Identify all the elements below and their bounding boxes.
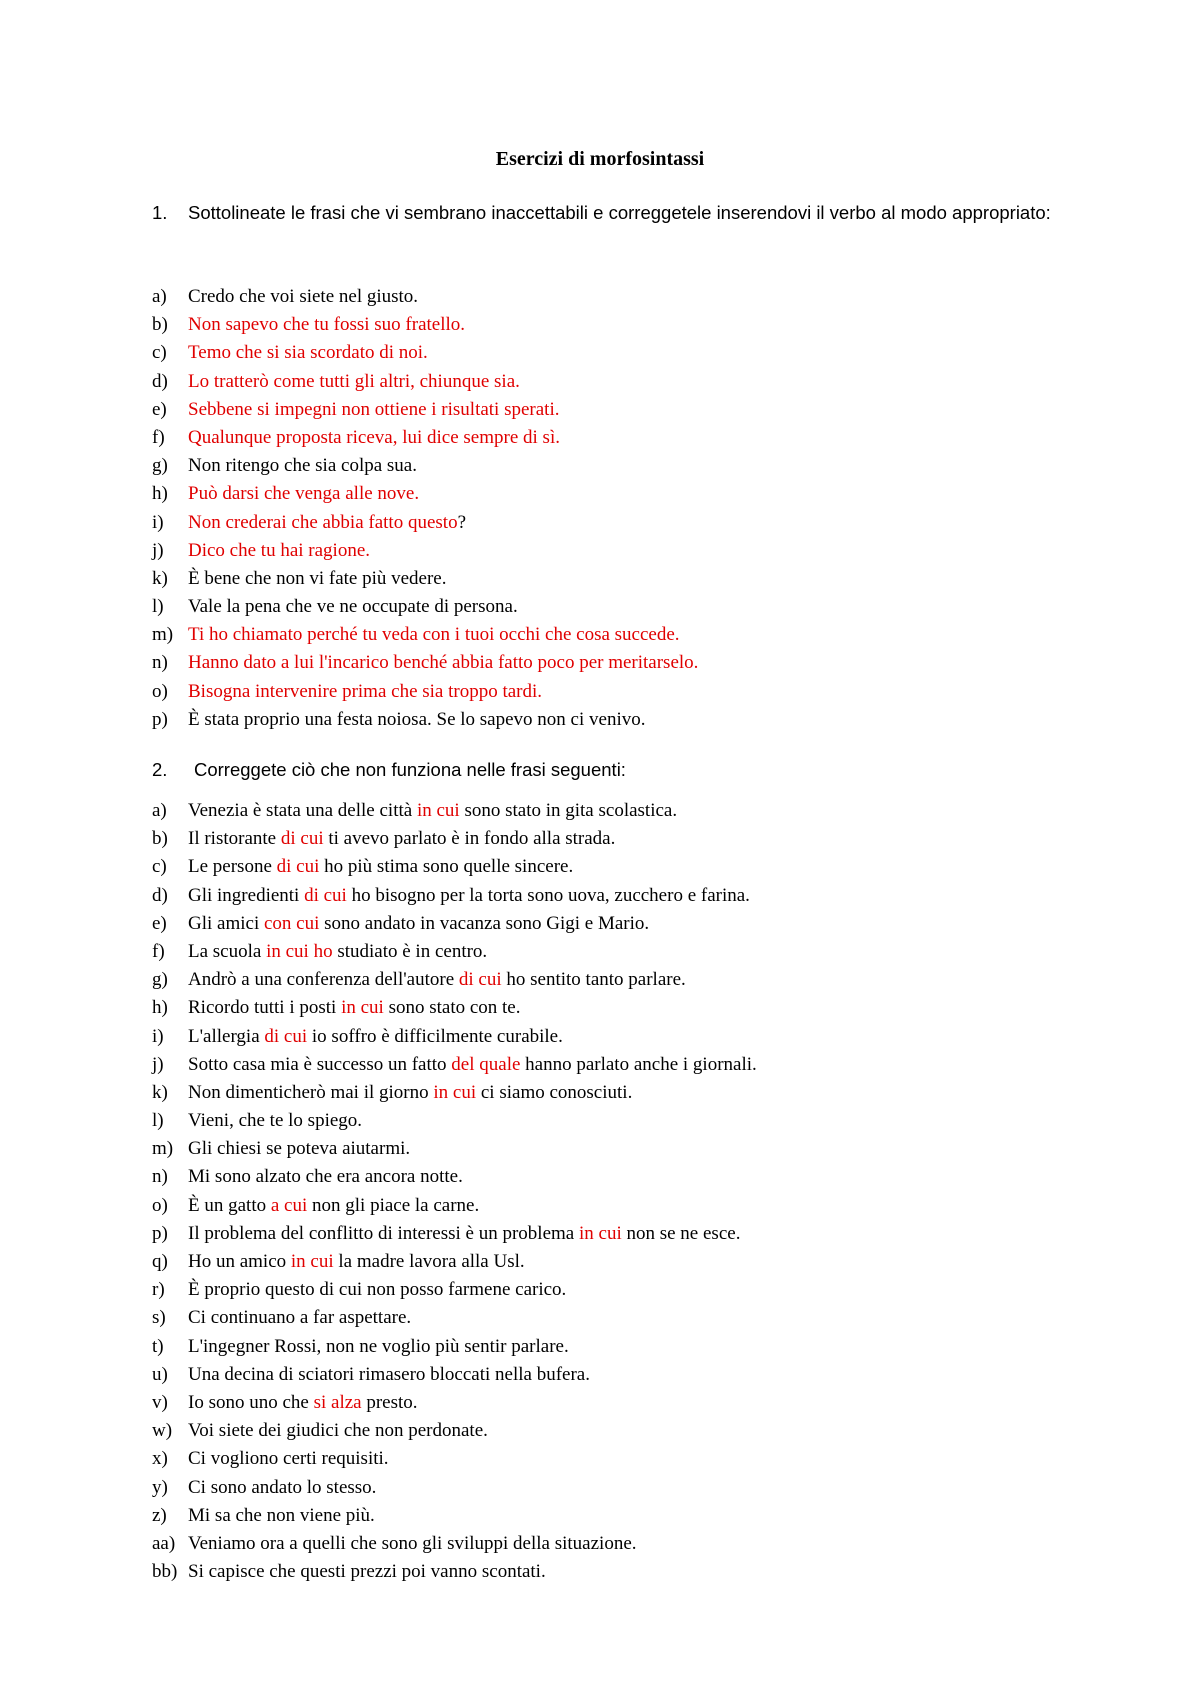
text-segment: sono stato con te. <box>383 997 521 1019</box>
list-item <box>152 593 1112 621</box>
item-text <box>188 678 542 706</box>
text-segment: ho più stima sono quelle sincere. <box>319 856 574 878</box>
item-text <box>188 311 465 339</box>
text-segment: ci siamo conosciuti. <box>476 1081 633 1103</box>
list-item <box>152 825 1112 853</box>
list-item <box>152 1445 1112 1473</box>
item-text <box>188 825 615 853</box>
highlighted-text: Hanno dato a lui l'incarico benché abbia fatto poco per meritarselo. <box>188 652 699 674</box>
highlighted-text: in cui <box>433 1081 477 1103</box>
text-segment: Il problema del conflitto di interessi è un problema <box>188 1222 579 1244</box>
text-segment: Vieni, che te lo spiego. <box>188 1110 363 1132</box>
item-text <box>188 593 518 621</box>
highlighted-text: Temo che si sia scordato di noi. <box>188 342 428 364</box>
text-segment: Ho un amico <box>188 1251 291 1272</box>
item-text <box>188 1248 525 1276</box>
highlighted-text: in cui <box>290 1251 334 1272</box>
item-label: s) <box>152 1307 166 1329</box>
highlighted-text: di cui <box>280 828 324 850</box>
text-segment: Si capisce che questi prezzi poi vanno scontati. <box>188 1561 546 1583</box>
item-label: bb) <box>152 1561 178 1583</box>
exercise-1-number: 1. <box>152 202 168 223</box>
item-label: f) <box>152 940 165 962</box>
text-segment: È un gatto <box>188 1194 271 1216</box>
list-item <box>152 509 1112 537</box>
highlighted-text: Qualunque proposta riceva, lui dice sempre di sì. <box>188 426 560 448</box>
highlighted-text: in cui ho <box>266 940 333 962</box>
item-text <box>188 882 750 910</box>
item-text <box>188 621 680 649</box>
list-item <box>152 994 1112 1022</box>
text-segment: studiato è in centro. <box>332 940 488 962</box>
item-label: n) <box>152 1166 168 1188</box>
item-text <box>188 368 520 396</box>
highlighted-text: di cui <box>304 884 347 906</box>
item-text <box>188 1023 563 1051</box>
text-segment: presto. <box>361 1391 418 1413</box>
list-item <box>152 396 1112 424</box>
text-segment: Non ritengo che sia colpa sua. <box>188 455 417 477</box>
text-segment: Sotto casa mia è successo un fatto <box>188 1053 452 1075</box>
exercise-1-instruction-text: Sottolineate le frasi che vi sembrano inaccettabili e correggetele inserendovi il verbo al modo appropriato: <box>188 202 1051 223</box>
item-text <box>188 424 560 452</box>
highlighted-text: del quale <box>451 1053 521 1075</box>
item-label: v) <box>152 1391 168 1413</box>
document-title: Esercizi di morfosintassi <box>495 148 705 170</box>
highlighted-text: Dico che tu hai ragione. <box>188 539 371 561</box>
item-text <box>188 1502 375 1530</box>
item-text <box>188 480 419 508</box>
list-item <box>152 910 1112 938</box>
text-segment: Le persone <box>188 856 277 878</box>
list-item <box>152 649 1112 677</box>
list-item <box>152 283 1112 311</box>
list-item <box>152 1389 1112 1417</box>
item-label: l) <box>152 596 164 618</box>
highlighted-text: di cui <box>458 969 502 991</box>
item-label: h) <box>152 483 168 505</box>
list-item <box>152 1361 1112 1389</box>
item-label: q) <box>152 1251 168 1272</box>
item-text <box>188 1163 463 1191</box>
list-item <box>152 797 1112 825</box>
list-item <box>152 966 1112 994</box>
list-item <box>152 1530 1112 1558</box>
item-text <box>188 1558 546 1586</box>
item-text <box>188 994 521 1022</box>
list-item <box>152 1474 1112 1502</box>
highlighted-text: si alza <box>313 1391 362 1413</box>
item-label: p) <box>152 1222 168 1244</box>
list-item <box>152 1248 1112 1276</box>
text-segment: sono andato in vacanza sono Gigi e Mario. <box>319 912 650 934</box>
text-segment: Ci continuano a far aspettare. <box>188 1307 412 1329</box>
text-segment: non gli piace la carne. <box>307 1194 480 1216</box>
list-item <box>152 706 1112 734</box>
text-segment: la madre lavora alla Usl. <box>333 1251 525 1272</box>
item-text <box>188 1474 376 1502</box>
exercise-2-instruction-text: Correggete ciò che non funziona nelle frasi seguenti: <box>194 759 626 780</box>
item-text <box>188 966 686 994</box>
item-text <box>188 853 573 881</box>
text-segment: ho sentito tanto parlare. <box>501 969 686 991</box>
item-label: g) <box>152 455 168 477</box>
text-segment: Non dimenticherò mai il giorno <box>188 1081 434 1103</box>
item-label: o) <box>152 1194 168 1216</box>
item-label: m) <box>152 1138 174 1160</box>
list-item <box>152 565 1112 593</box>
item-text <box>188 1445 389 1473</box>
text-segment: sono stato in gita scolastica. <box>459 800 678 821</box>
list-item <box>152 1163 1112 1191</box>
highlighted-text: in cui <box>416 800 460 821</box>
list-item <box>152 678 1112 706</box>
exercise-2-list <box>152 797 1112 1586</box>
item-label: m) <box>152 624 174 646</box>
text-segment: Io sono uno che <box>188 1391 314 1413</box>
list-item <box>152 1107 1112 1135</box>
text-segment: Gli chiesi se poteva aiutarmi. <box>188 1138 411 1160</box>
text-segment: non se ne esce. <box>621 1222 741 1244</box>
list-item <box>152 1079 1112 1107</box>
list-item <box>152 882 1112 910</box>
item-label: f) <box>152 426 165 448</box>
text-segment: Andrò a una conferenza dell'autore <box>188 969 459 991</box>
item-text <box>188 396 559 424</box>
text-segment: Una decina di sciatori rimasero bloccati nella bufera. <box>188 1363 590 1385</box>
list-item <box>152 1023 1112 1051</box>
list-item <box>152 1333 1112 1361</box>
text-segment: L'allergia <box>188 1025 265 1047</box>
highlighted-text: di cui <box>264 1025 308 1047</box>
text-segment: Veniamo ora a quelli che sono gli sviluppi della situazione. <box>188 1532 637 1554</box>
item-label: y) <box>152 1476 168 1498</box>
item-text <box>188 1530 637 1558</box>
list-item <box>152 1276 1112 1304</box>
item-label: p) <box>152 708 168 730</box>
item-text <box>188 1417 488 1445</box>
list-item <box>152 938 1112 966</box>
text-segment: È bene che non vi fate più vedere. <box>188 567 447 589</box>
item-text <box>188 1276 566 1304</box>
item-label: r) <box>152 1279 165 1301</box>
list-item <box>152 537 1112 565</box>
item-text <box>188 283 418 311</box>
list-item <box>152 339 1112 367</box>
item-label: a) <box>152 800 167 821</box>
item-label: i) <box>152 511 164 533</box>
item-text <box>188 537 370 565</box>
item-text <box>188 1192 479 1220</box>
list-item <box>152 1051 1112 1079</box>
list-item <box>152 424 1112 452</box>
text-segment: ho bisogno per la torta sono uova, zucchero e farina. <box>346 884 750 906</box>
item-label: a) <box>152 286 167 307</box>
item-label: j) <box>152 539 164 561</box>
item-text <box>188 1051 757 1079</box>
item-label: l) <box>152 1110 164 1132</box>
item-label: aa) <box>152 1532 176 1554</box>
list-item <box>152 1192 1112 1220</box>
item-label: z) <box>152 1504 167 1526</box>
item-text <box>188 706 645 734</box>
highlighted-text: Lo tratterò come tutti gli altri, chiunque sia. <box>188 370 520 392</box>
list-item <box>152 1220 1112 1248</box>
item-text <box>188 1361 590 1389</box>
text-segment: Voi siete dei giudici che non perdonate. <box>188 1420 488 1442</box>
text-segment: ? <box>457 511 467 533</box>
list-item <box>152 1304 1112 1332</box>
highlighted-text: Ti ho chiamato perché tu veda con i tuoi occhi che cosa succede. <box>188 624 680 646</box>
exercise-1-list <box>152 283 1112 734</box>
text-segment: Vale la pena che ve ne occupate di persona. <box>188 596 518 618</box>
item-text <box>188 1304 411 1332</box>
list-item <box>152 621 1112 649</box>
item-label: b) <box>152 314 168 336</box>
item-label: u) <box>152 1363 168 1385</box>
highlighted-text: con cui <box>263 912 320 934</box>
list-item <box>152 1558 1112 1586</box>
item-label: x) <box>152 1448 168 1470</box>
item-label: c) <box>152 856 167 878</box>
item-text <box>188 339 428 367</box>
highlighted-text: Non sapevo che tu fossi suo fratello. <box>188 314 466 336</box>
item-text <box>188 1135 410 1163</box>
text-segment: ti avevo parlato è in fondo alla strada. <box>323 828 616 850</box>
item-label: n) <box>152 652 168 674</box>
text-segment: io soffro è difficilmente curabile. <box>307 1025 563 1047</box>
item-label: e) <box>152 912 167 934</box>
item-label: d) <box>152 884 168 906</box>
list-item <box>152 452 1112 480</box>
list-item <box>152 311 1112 339</box>
highlighted-text: Può darsi che venga alle nove. <box>188 483 420 505</box>
text-segment: Mi sono alzato che era ancora notte. <box>188 1166 463 1188</box>
highlighted-text: Sebbene si impegni non ottiene i risultati sperati. <box>188 398 560 420</box>
text-segment: Gli amici <box>188 912 264 934</box>
exercise-2-instruction <box>152 756 1092 784</box>
item-text <box>188 649 698 677</box>
item-text <box>188 565 447 593</box>
exercise-2-number: 2. <box>152 759 168 780</box>
item-label: b) <box>152 828 168 850</box>
item-label: d) <box>152 370 168 392</box>
text-segment: Il ristorante <box>188 828 281 850</box>
item-text <box>188 452 417 480</box>
item-label: g) <box>152 969 168 991</box>
list-item <box>152 1135 1112 1163</box>
item-label: c) <box>152 342 167 364</box>
item-label: t) <box>152 1335 164 1357</box>
item-text <box>188 1107 362 1135</box>
highlighted-text: in cui <box>578 1222 622 1244</box>
item-text <box>188 1220 740 1248</box>
item-text <box>188 509 466 537</box>
exercise-1-instruction <box>152 199 1092 227</box>
item-label: k) <box>152 567 168 589</box>
text-segment: hanno parlato anche i giornali. <box>520 1053 757 1075</box>
item-label: i) <box>152 1025 164 1047</box>
text-segment: Ricordo tutti i posti <box>188 997 342 1019</box>
text-segment: È proprio questo di cui non posso farmene carico. <box>188 1279 567 1301</box>
list-item <box>152 368 1112 396</box>
item-label: w) <box>152 1420 173 1442</box>
text-segment: Credo che voi siete nel giusto. <box>188 286 419 307</box>
list-item <box>152 853 1112 881</box>
item-text <box>188 938 487 966</box>
text-segment: È stata proprio una festa noiosa. Se lo sapevo non ci venivo. <box>188 708 646 730</box>
highlighted-text: a cui <box>270 1194 308 1216</box>
item-text <box>188 910 649 938</box>
highlighted-text: in cui <box>341 997 384 1019</box>
highlighted-text: di cui <box>276 856 320 878</box>
text-segment: Ci vogliono certi requisiti. <box>188 1448 389 1470</box>
item-text <box>188 1079 632 1107</box>
item-text <box>188 1389 418 1417</box>
text-segment: L'ingegner Rossi, non ne voglio più sentir parlare. <box>188 1335 569 1357</box>
highlighted-text: Bisogna intervenire prima che sia troppo tardi. <box>188 680 543 702</box>
item-label: k) <box>152 1081 168 1103</box>
item-label: e) <box>152 398 167 420</box>
text-segment: Mi sa che non viene più. <box>188 1504 375 1526</box>
item-text <box>188 797 677 825</box>
item-label: j) <box>152 1053 164 1075</box>
text-segment: Gli ingredienti <box>188 884 305 906</box>
item-label: h) <box>152 997 168 1019</box>
text-segment: La scuola <box>188 940 267 962</box>
highlighted-text: Non crederai che abbia fatto questo <box>188 511 458 533</box>
text-segment: Venezia è stata una delle città <box>188 800 417 821</box>
list-item <box>152 1417 1112 1445</box>
list-item <box>152 1502 1112 1530</box>
item-text <box>188 1333 569 1361</box>
text-segment: Ci sono andato lo stesso. <box>188 1476 377 1498</box>
item-label: o) <box>152 680 168 702</box>
list-item <box>152 480 1112 508</box>
